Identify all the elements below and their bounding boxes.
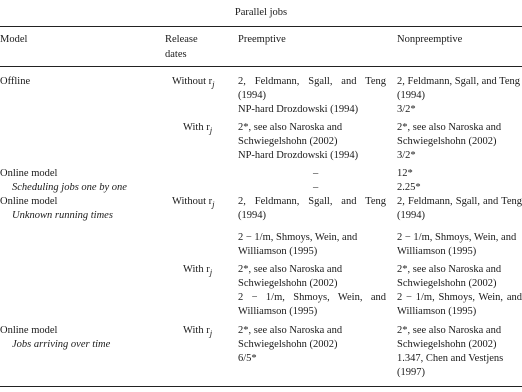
online-unknown-pre-with-2: 2 − 1/m, Shmoys, Wein, and Williamson (1995) [238, 292, 386, 317]
header-release-line2: dates [165, 49, 187, 60]
online-unknown-non-with-1: 2*, see also Naroska and Schwiegelshohn (2002) [397, 264, 502, 289]
online-unknown-pre-without-2: 2 − 1/m, Shmoys, Wein, and Williamson (1995) [238, 232, 358, 257]
online-over-time-pre-1: 2*, see also Naroska and Schwiegelshohn (2002) [238, 325, 343, 350]
online-unknown-with-label: With $r_j$ [183, 264, 213, 278]
header-model: Model [0, 34, 28, 45]
offline-non-with-2: 3/2* [397, 150, 416, 161]
offline-pre-with-2: NP-hard Drozdowski (1994) [238, 150, 359, 161]
bottom-rule [0, 386, 522, 387]
online-one-by-one-non-1: 12* [397, 168, 413, 179]
header-preemptive: Preemptive [238, 34, 286, 45]
online-one-by-one-pre-2: – [313, 182, 319, 193]
offline-pre-without-1: 2, Feldmann, Sgall, and Teng (1994) [238, 76, 386, 101]
online-over-time-pre-2: 6/5* [238, 353, 257, 364]
top-rule [0, 26, 522, 27]
table-title: Parallel jobs [234, 7, 288, 18]
online-over-time-non-2: 1.347, Chen and Vestjens (1997) [397, 353, 504, 378]
offline-non-without-2: 3/2* [397, 104, 416, 115]
online-unknown-non-without-2: 2 − 1/m, Shmoys, Wein, and Williamson (1995) [397, 232, 517, 257]
offline-non-without-1: 2, Feldmann, Sgall, and Teng (1994) [397, 76, 521, 101]
online-one-by-one-model: Online model [0, 168, 58, 179]
offline-model: Offline [0, 76, 31, 87]
online-unknown-pre-with-1: 2*, see also Naroska and Schwiegelshohn (2002) [238, 264, 343, 289]
offline-pre-without-2: NP-hard Drozdowski (1994) [238, 104, 359, 115]
offline-with-label: With $r_j$ [183, 122, 213, 136]
online-unknown-non-without-1: 2, Feldmann, Sgall, and Teng (1994) [397, 196, 522, 221]
online-unknown-sub: Unknown running times [12, 210, 113, 221]
online-one-by-one-non-2: 2.25* [397, 182, 421, 193]
online-unknown-model: Online model [0, 196, 58, 207]
header-release-line1: Release [165, 34, 198, 45]
online-unknown-pre-without-1: 2, Feldmann, Sgall, and Teng (1994) [238, 196, 386, 221]
online-unknown-non-with-2: 2 − 1/m, Shmoys, Wein, and Williamson (1995) [397, 292, 522, 317]
header-rule [0, 66, 522, 67]
online-over-time-model: Online model [0, 325, 58, 336]
online-one-by-one-sub: Scheduling jobs one by one [12, 182, 127, 193]
online-one-by-one-pre-1: – [313, 168, 319, 179]
online-over-time-non-1: 2*, see also Naroska and Schwiegelshohn (2002) [397, 325, 502, 350]
online-over-time-with-label: With $r_j$ [183, 325, 213, 339]
offline-pre-with-1: 2*, see also Naroska and Schwiegelshohn (2002) [238, 122, 343, 147]
header-nonpreemptive: Nonpreemptive [397, 34, 463, 45]
online-over-time-sub: Jobs arriving over time [12, 339, 111, 350]
online-unknown-without-label: Without $r_j$ [172, 196, 215, 210]
offline-without-label: Without $r_j$ [172, 76, 215, 90]
offline-non-with-1: 2*, see also Naroska and Schwiegelshohn (2002) [397, 122, 502, 147]
